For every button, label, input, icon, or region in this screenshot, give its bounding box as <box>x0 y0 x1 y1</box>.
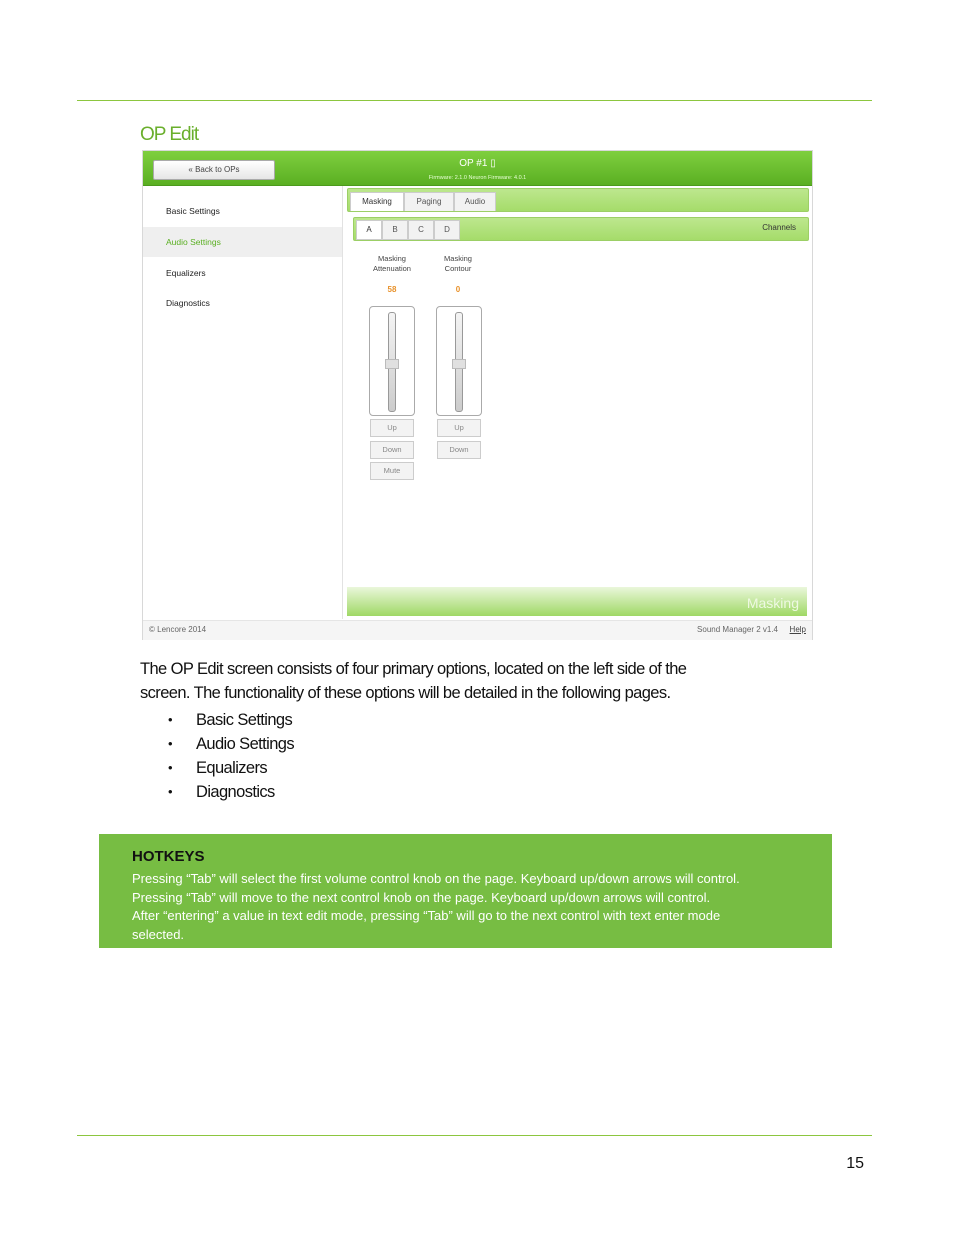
tab-masking[interactable]: Masking <box>350 192 404 211</box>
body-paragraph <box>140 658 780 705</box>
control-label-contour <box>423 254 493 274</box>
list-item-text: Audio Settings <box>196 735 295 753</box>
hotkeys-line: selected. <box>132 927 185 942</box>
hotkeys-title: HOTKEYS <box>132 848 205 865</box>
section-title: OP Edit <box>140 124 199 145</box>
channel-bar <box>353 217 809 241</box>
contour-value[interactable]: 0 <box>455 285 461 294</box>
sidebar-item-audio-settings[interactable]: Audio Settings <box>143 227 342 257</box>
app-footer <box>143 620 812 640</box>
hotkeys-line: After “entering” a value in text edit mode, pressing “Tab” will go to the next control with text enter mode <box>132 908 721 923</box>
list-item <box>168 780 294 804</box>
channel-tab-b[interactable]: B <box>382 220 408 240</box>
main-content <box>343 186 812 619</box>
app-header <box>143 151 812 186</box>
options-list <box>168 708 294 804</box>
mute-button[interactable]: Mute <box>370 462 414 480</box>
masking-footer-label: Masking <box>746 595 799 611</box>
contour-down-button[interactable]: Down <box>437 441 481 459</box>
back-to-ops-button[interactable]: « Back to OPs <box>153 160 275 180</box>
tab-audio[interactable]: Audio <box>454 192 496 211</box>
hotkeys-line: Pressing “Tab” will select the first volume control knob on the page. Keyboard up/down arrows will control. <box>132 871 740 886</box>
copyright: © Lencore 2014 <box>149 625 207 634</box>
bullet-icon: • <box>168 760 172 775</box>
control-label-line2: Attenuation <box>373 264 411 273</box>
list-item-text: Equalizers <box>196 759 268 777</box>
attenuation-value[interactable]: 58 <box>387 285 397 294</box>
attenuation-slider[interactable] <box>369 306 415 416</box>
top-rule <box>77 100 872 101</box>
body-line-1: The OP Edit screen consists of four primary options, located on the left side of the <box>140 660 687 678</box>
slider-thumb[interactable] <box>452 359 466 369</box>
bullet-icon: • <box>168 712 172 727</box>
tab-paging[interactable]: Paging <box>404 192 454 211</box>
list-item-text: Diagnostics <box>196 783 275 801</box>
app-screenshot <box>142 150 813 640</box>
list-item <box>168 756 294 780</box>
slider-thumb[interactable] <box>385 359 399 369</box>
bottom-rule <box>77 1135 872 1136</box>
help-link[interactable]: Help <box>789 625 806 634</box>
masking-footer-bar <box>347 587 807 616</box>
version-info: Sound Manager 2 v1.4 <box>697 625 778 634</box>
contour-up-button[interactable]: Up <box>437 419 481 437</box>
contour-slider[interactable] <box>436 306 482 416</box>
control-label-line1: Masking <box>444 254 472 263</box>
sidebar-item-equalizers[interactable]: Equalizers <box>166 268 206 278</box>
hotkeys-line: Pressing “Tab” will move to the next control knob on the page. Keyboard up/down arrows will control. <box>132 890 711 905</box>
control-label-attenuation <box>357 254 427 274</box>
bullet-icon: • <box>168 736 172 751</box>
bullet-icon: • <box>168 784 172 799</box>
firmware-info: Firmware: 2.1.0 Neuron Firmware: 4.0.1 <box>428 175 527 181</box>
op-title: OP #1 ▯ <box>459 158 496 169</box>
body-line-2: screen. The functionality of these options will be detailed in the following pages. <box>140 683 671 702</box>
list-item-text: Basic Settings <box>196 711 293 729</box>
attenuation-up-button[interactable]: Up <box>370 419 414 437</box>
sidebar-item-diagnostics[interactable]: Diagnostics <box>166 298 210 308</box>
sidebar-item-basic-settings[interactable]: Basic Settings <box>166 206 220 216</box>
channels-label: Channels <box>762 223 796 232</box>
channel-tab-a[interactable]: A <box>356 220 382 240</box>
sidebar <box>143 186 343 619</box>
tab-bar <box>347 188 809 212</box>
attenuation-down-button[interactable]: Down <box>370 441 414 459</box>
hotkeys-box <box>99 834 832 948</box>
control-label-line1: Masking <box>378 254 406 263</box>
channel-tab-d[interactable]: D <box>434 220 460 240</box>
control-label-line2: Contour <box>444 264 472 273</box>
page-number: 15 <box>846 1155 864 1172</box>
channel-tab-c[interactable]: C <box>408 220 434 240</box>
list-item <box>168 708 294 732</box>
list-item <box>168 732 294 756</box>
